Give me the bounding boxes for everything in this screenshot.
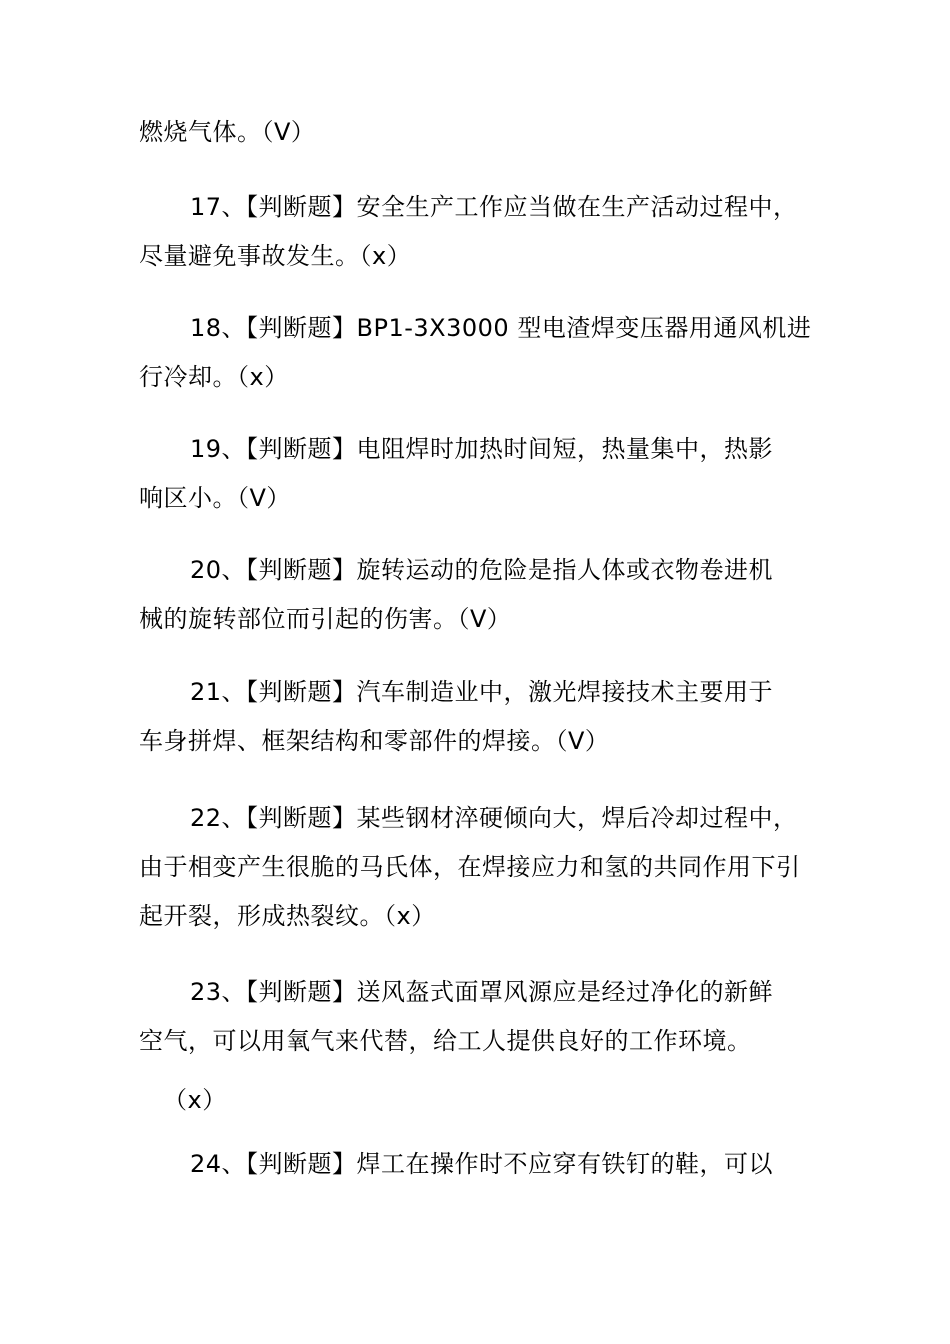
question-17-line-2: 尽量避免事故发生。（x） <box>139 242 412 270</box>
question-19-line-2: 响区小。（V） <box>139 484 291 512</box>
question-17-line-1: 17、【判断题】安全生产工作应当做在生产活动过程中， <box>190 193 798 221</box>
question-20-line-2: 械的旋转部位而引起的伤害。（V） <box>139 605 512 633</box>
question-21-line-2: 车身拼焊、框架结构和零部件的焊接。（V） <box>139 727 610 755</box>
question-22-line-1: 22、【判断题】某些钢材淬硬倾向大，焊后冷却过程中， <box>190 804 798 832</box>
question-23-line-2: 空气，可以用氧气来代替，给工人提供良好的工作环境。 <box>139 1027 752 1055</box>
question-22-line-3: 起开裂，形成热裂纹。（x） <box>139 902 436 930</box>
question-19-line-1: 19、【判断题】电阻焊时加热时间短，热量集中，热影 <box>190 435 774 463</box>
question-23-line-1: 23、【判断题】送风盔式面罩风源应是经过净化的新鲜 <box>190 978 774 1006</box>
question-21-line-1: 21、【判断题】汽车制造业中，激光焊接技术主要用于 <box>190 678 774 706</box>
question-18-line-1: 18、【判断题】BP1-3X3000 型电渣焊变压器用通风机进 <box>190 314 812 342</box>
question-23-answer: （x） <box>163 1086 227 1114</box>
question-20-line-1: 20、【判断题】旋转运动的危险是指人体或衣物卷进机 <box>190 556 774 584</box>
question-18-line-2: 行冷却。（x） <box>139 363 289 391</box>
text-line: 燃烧气体。（V） <box>139 118 316 146</box>
question-24-line-1: 24、【判断题】焊工在操作时不应穿有铁钉的鞋，可以 <box>190 1150 774 1178</box>
question-22-line-2: 由于相变产生很脆的马氏体，在焊接应力和氢的共同作用下引 <box>139 853 801 881</box>
